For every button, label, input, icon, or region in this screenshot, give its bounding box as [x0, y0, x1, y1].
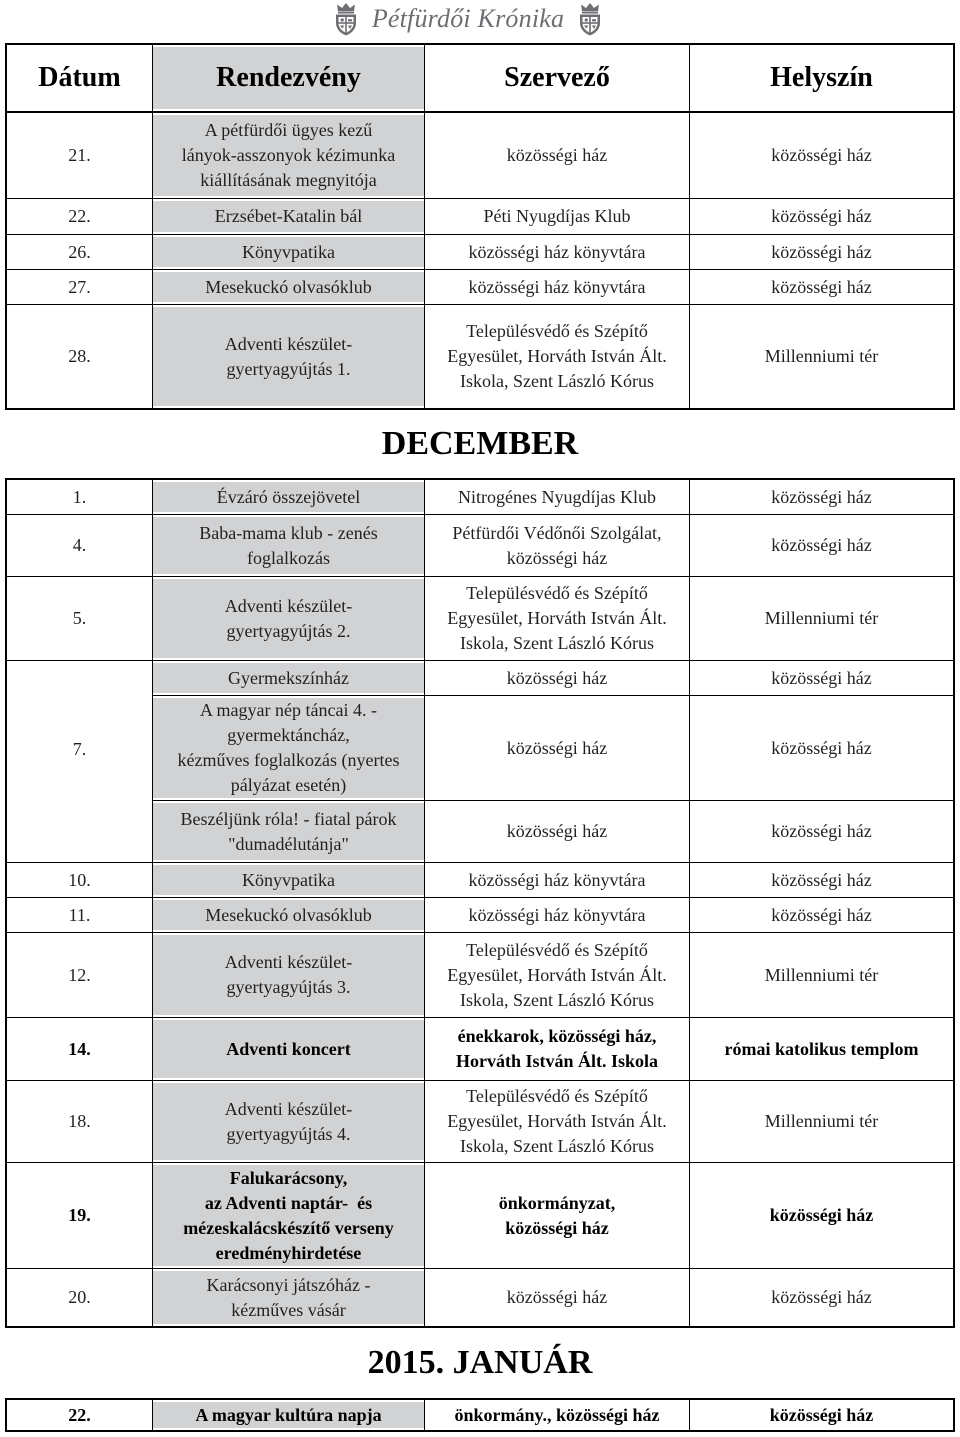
- event-date: 27.: [7, 270, 153, 304]
- section-heading-january: 2015. JANUÁR: [367, 1344, 593, 1381]
- event-title: Adventi koncert: [153, 1018, 425, 1080]
- event-location: közösségi ház: [771, 241, 872, 262]
- event-date: 7.: [7, 661, 153, 862]
- table-row: [7, 897, 953, 932]
- event-organizer: énekkarok, közösségi ház, Horváth István Ált. Iskola: [425, 1018, 690, 1080]
- event-location: közösségi ház: [771, 206, 872, 226]
- column-header-location: Helyszín: [770, 62, 873, 93]
- event-location: közösségi ház: [771, 145, 872, 165]
- event-title: Adventi készület- gyertyagyújtás 2.: [153, 577, 425, 660]
- event-location: Millenniumi tér: [764, 964, 879, 985]
- event-title: A pétfürdői ügyes kezű lányok-asszonyok kézimunka kiállításának megnyitója: [153, 113, 425, 198]
- table-row: [7, 1162, 953, 1268]
- event-organizer: Településvédő és Szépítő Egyesület, Horváth István Ált. Iskola, Szent László Kórus: [425, 933, 690, 1017]
- event-location: közösségi ház: [690, 695, 953, 800]
- event-organizer: közösségi ház: [425, 1269, 690, 1326]
- event-organizer: Településvédő és Szépítő Egyesület, Horváth István Ált. Iskola, Szent László Kórus: [425, 305, 690, 408]
- event-organizer: közösségi ház könyvtára: [425, 270, 690, 304]
- publication-title: Pétfürdői Krónika: [371, 4, 565, 33]
- event-organizer: Pétfürdői Védőnői Szolgálat, közösségi ház: [425, 515, 690, 576]
- table-row: [7, 1017, 953, 1080]
- event-title: A magyar kultúra napja: [153, 1400, 425, 1430]
- event-date: 19.: [7, 1163, 153, 1268]
- event-location: Millenniumi tér: [764, 346, 879, 366]
- event-title: Mesekuckó olvasóklub: [153, 898, 425, 932]
- event-date: 1.: [7, 480, 153, 514]
- event-title: Mesekuckó olvasóklub: [153, 270, 425, 304]
- table-row: [7, 1268, 953, 1326]
- masthead: [0, 1, 936, 37]
- event-title: Erzsébet-Katalin bál: [153, 199, 425, 234]
- event-title: A magyar nép táncai 4. - gyermektáncház, kézműves foglalkozás (nyertes pályázat esetén): [153, 695, 425, 800]
- event-organizer: önkormány., közösségi ház: [425, 1400, 690, 1430]
- event-title: Könyvpatika: [153, 863, 425, 897]
- event-title: Könyvpatika: [153, 235, 425, 269]
- events-table-first: [5, 43, 955, 410]
- column-header-organizer: Szervező: [425, 45, 690, 111]
- event-title: Karácsonyi játszóház - kézműves vásár: [153, 1269, 425, 1326]
- event-location: Millenniumi tér: [764, 1111, 879, 1131]
- table-row: [7, 514, 953, 576]
- event-location: közösségi ház: [769, 1404, 874, 1425]
- table-row: [7, 576, 953, 660]
- table-row: [7, 234, 953, 269]
- event-organizer: Településvédő és Szépítő Egyesület, Horváth István Ált. Iskola, Szent László Kórus: [425, 577, 690, 660]
- event-organizer: közösségi ház: [425, 661, 690, 695]
- table-row-group: [7, 660, 953, 862]
- event-date: 28.: [7, 305, 153, 408]
- event-title: Beszéljünk róla! - fiatal párok "dumadélutánja": [153, 800, 425, 862]
- event-date: 5.: [7, 577, 153, 660]
- event-location: közösségi ház: [771, 486, 872, 507]
- event-organizer: közösségi ház könyvtára: [425, 863, 690, 897]
- table-row: [7, 198, 953, 234]
- event-organizer: közösségi ház: [425, 800, 690, 862]
- event-organizer: közösségi ház könyvtára: [425, 235, 690, 269]
- column-header-date: Dátum: [7, 45, 153, 111]
- table-row: [7, 932, 953, 1017]
- event-organizer: közösségi ház: [425, 695, 690, 800]
- table-header-row: [7, 45, 953, 113]
- event-date: 18.: [7, 1081, 153, 1162]
- table-row: [7, 862, 953, 897]
- event-title: Falukarácsony, az Adventi naptár- és mézeskalácskészítő verseny eredményhirdetése: [153, 1163, 425, 1268]
- event-location: közösségi ház: [690, 800, 953, 862]
- event-date: 10.: [7, 863, 153, 897]
- event-organizer: Péti Nyugdíjas Klub: [425, 199, 690, 234]
- event-title: Adventi készület- gyertyagyújtás 4.: [153, 1081, 425, 1162]
- table-row: [7, 113, 953, 198]
- events-table-december: [5, 478, 955, 1328]
- event-location: közösségi ház: [769, 1205, 874, 1225]
- section-heading-december: DECEMBER: [381, 425, 579, 462]
- event-date: 22.: [7, 1400, 153, 1430]
- coat-of-arms-icon: [578, 2, 602, 36]
- events-table-january: [5, 1398, 955, 1432]
- event-date: 14.: [7, 1018, 153, 1080]
- event-title: Adventi készület- gyertyagyújtás 3.: [153, 933, 425, 1017]
- event-date: 26.: [7, 235, 153, 269]
- event-title: Adventi készület- gyertyagyújtás 1.: [153, 305, 425, 408]
- event-location: közösségi ház: [771, 1287, 872, 1307]
- coat-of-arms-icon: [334, 2, 358, 36]
- event-title: Baba-mama klub - zenés foglalkozás: [153, 515, 425, 576]
- table-row: [7, 480, 953, 514]
- event-location: közösségi ház: [771, 667, 872, 688]
- event-date: 11.: [7, 898, 153, 932]
- event-organizer: közösségi ház: [425, 113, 690, 198]
- table-row: [7, 304, 953, 408]
- event-date: 22.: [7, 199, 153, 234]
- table-row: [7, 1400, 953, 1430]
- event-organizer: Nitrogénes Nyugdíjas Klub: [425, 480, 690, 514]
- event-title: Évzáró összejövetel: [153, 480, 425, 514]
- event-organizer: közösségi ház könyvtára: [425, 898, 690, 932]
- event-date: 12.: [7, 933, 153, 1017]
- event-date: 20.: [7, 1269, 153, 1326]
- event-title: Gyermekszínház: [153, 661, 425, 695]
- event-location: közösségi ház: [771, 904, 872, 925]
- event-date: 21.: [7, 113, 153, 198]
- event-location: közösségi ház: [771, 869, 872, 890]
- column-header-event: Rendezvény: [153, 45, 425, 111]
- event-organizer: Településvédő és Szépítő Egyesület, Horváth István Ált. Iskola, Szent László Kórus: [425, 1081, 690, 1162]
- event-location: római katolikus templom: [724, 1038, 919, 1059]
- table-row: [7, 1080, 953, 1162]
- table-row: [7, 269, 953, 304]
- event-date: 4.: [7, 515, 153, 576]
- event-location: Millenniumi tér: [764, 608, 879, 628]
- event-organizer: önkormányzat, közösségi ház: [425, 1163, 690, 1268]
- event-location: közösségi ház: [771, 276, 872, 297]
- event-location: közösségi ház: [771, 535, 872, 555]
